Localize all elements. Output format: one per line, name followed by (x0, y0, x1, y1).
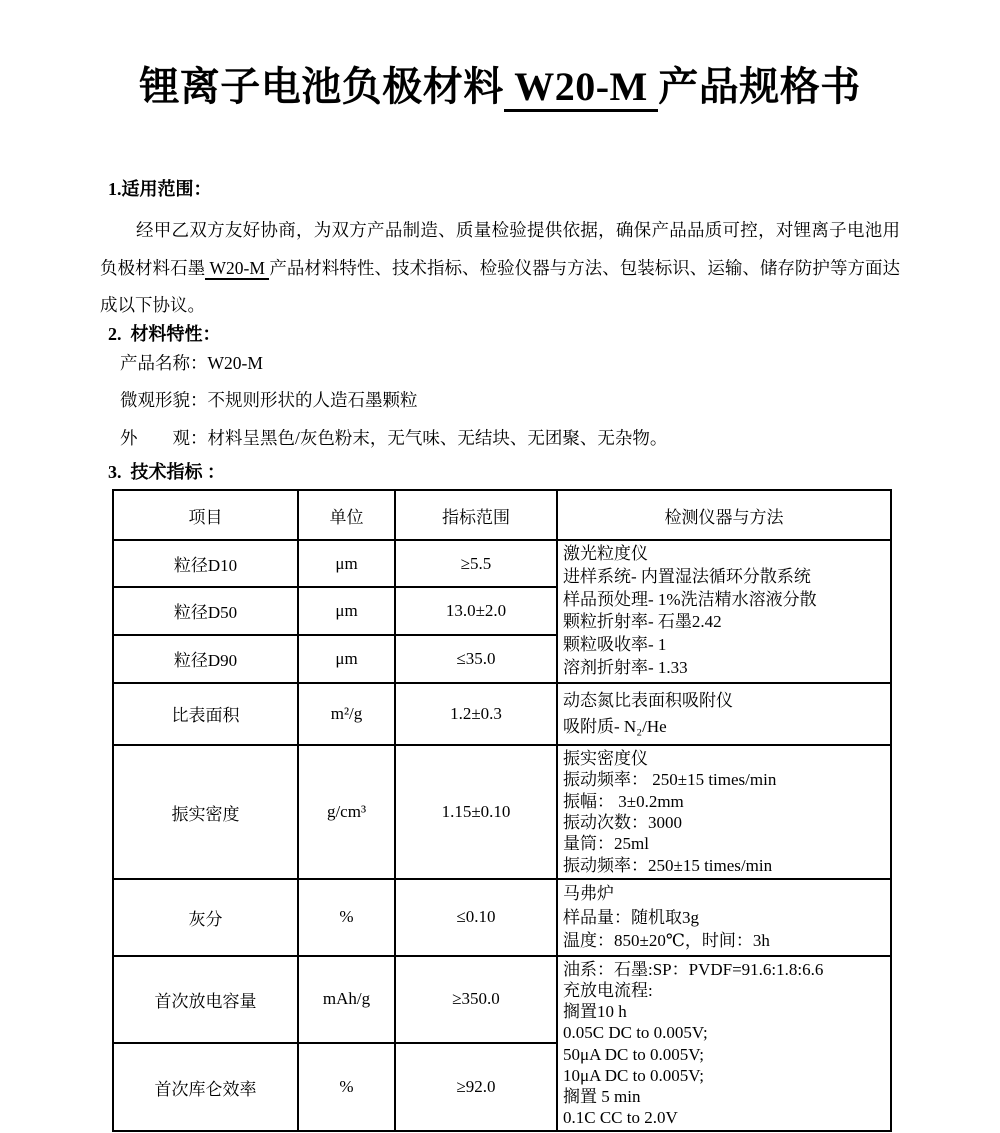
page-title (0, 64, 1000, 110)
method-line: 颗粒折射率- 石墨2.42 (563, 612, 722, 632)
cell-method-electrochemistry (557, 956, 891, 1132)
spec-table (112, 489, 892, 1132)
method-line: 振动次数：3000 (563, 813, 682, 832)
cell-unit: % (298, 879, 395, 956)
material-item-appearance (120, 420, 1000, 458)
section-scope-heading: 1.适用范围： (108, 179, 212, 199)
cell-method-tap-density (557, 745, 891, 879)
method-line: 0.1C CC to 2.0V (563, 1108, 678, 1128)
method-line: 油系：石墨:SP：PVDF=91.6:1.8:6.6 (563, 959, 824, 979)
material-properties-list (120, 345, 1000, 458)
cell-method-ash (557, 879, 891, 956)
cell-item: 粒径D90 (113, 635, 298, 683)
header-range: 指标范围 (395, 490, 557, 540)
method-line: 样品预处理- 1%洗洁精水溶液分散 (563, 589, 817, 609)
scope-text-after: 产品材料特性、技术指标、检验仪器与方法、包装标识、运输、储存防护等方面达成以下协议。 (100, 257, 901, 315)
method-line: 振动频率：250±15 times/min (563, 855, 773, 875)
cell-range: ≥5.5 (395, 540, 557, 587)
section-specs-heading: 3. 技术指标 ： (108, 462, 225, 482)
method-line: 激光粒度仪 (563, 544, 648, 563)
method-line: 马弗炉 (563, 884, 614, 904)
table-header-row (113, 490, 891, 540)
table-row-ash (113, 879, 891, 956)
method-line: 振幅： 3±0.2mm (563, 791, 684, 811)
section-material-heading: 2. 材料特性： (108, 323, 221, 344)
material-value: 材料呈黑色/灰色粉末，无气味、无结块、无团聚、无杂物。 (207, 427, 668, 448)
cell-unit: μm (298, 587, 395, 634)
material-value: W20-M (207, 352, 263, 373)
cell-unit: % (298, 1043, 395, 1131)
method-line: 振实密度仪 (563, 748, 648, 768)
cell-range: ≥350.0 (395, 956, 557, 1043)
method-line: 振动频率： 250±15 times/min (563, 770, 777, 790)
cell-range: ≥92.0 (395, 1043, 557, 1131)
material-value: 不规则形状的人造石墨颗粒 (207, 390, 418, 410)
method-line: 0.05C DC to 0.005V; (563, 1023, 708, 1043)
method-line: 10μA DC to 0.005V; (563, 1065, 705, 1085)
cell-item: 比表面积 (113, 683, 298, 745)
method-line: 动态氮比表面积吸附仪 (563, 690, 733, 710)
title-suffix: 产品规格书 (658, 64, 861, 109)
cell-item: 首次放电容量 (113, 956, 298, 1043)
material-label: 外 观： (120, 427, 208, 448)
material-item-product-name (120, 345, 1000, 383)
method-line: 溶剂折射率- 1.33 (563, 657, 688, 677)
cell-range: 1.15±0.10 (395, 745, 557, 879)
cell-item: 振实密度 (113, 745, 298, 879)
cell-method-particle-size (557, 540, 891, 683)
cell-item: 粒径D10 (113, 540, 298, 587)
cell-unit: m²/g (298, 683, 395, 745)
cell-range: ≤0.10 (395, 879, 557, 956)
cell-method-surface-area (557, 683, 891, 745)
scope-model-underlined: W20-M (205, 257, 270, 278)
title-prefix: 锂离子电池负极材料 (139, 64, 504, 109)
method-line: 进样系统- 内置湿法循环分散系统 (563, 566, 811, 586)
cell-unit: μm (298, 635, 395, 683)
method-line: 样品量：随机取3g (563, 907, 699, 927)
cell-range: 13.0±2.0 (395, 587, 557, 634)
material-label: 产品名称： (120, 352, 208, 373)
cell-unit: mAh/g (298, 956, 395, 1043)
method-line: 吸附质- N₂/He (563, 716, 667, 736)
header-unit: 单位 (298, 490, 395, 540)
method-line: 温度：850±20℃，时间：3h (563, 931, 770, 951)
table-row-discharge-capacity (113, 956, 891, 1043)
method-line: 50μA DC to 0.005V; (563, 1044, 705, 1064)
header-item: 项目 (113, 490, 298, 540)
material-item-morphology (120, 382, 1000, 420)
method-line: 量筒：25ml (563, 834, 649, 854)
cell-item: 灰分 (113, 879, 298, 956)
cell-item: 首次库仑效率 (113, 1043, 298, 1131)
cell-range: ≤35.0 (395, 635, 557, 683)
cell-item: 粒径D50 (113, 587, 298, 634)
cell-unit: μm (298, 540, 395, 587)
table-row-tap-density (113, 745, 891, 879)
header-method: 检测仪器与方法 (557, 490, 891, 540)
method-line: 搁置 5 min (563, 1086, 641, 1106)
title-model-underlined: W20-M (504, 64, 659, 112)
scope-paragraph (100, 212, 900, 325)
table-row-d10 (113, 540, 891, 587)
table-row-surface-area (113, 683, 891, 745)
method-line: 颗粒吸收率- 1 (563, 635, 667, 655)
cell-unit: g/cm³ (298, 745, 395, 879)
method-line: 搁置10 h (563, 1002, 627, 1022)
scope-text-before: 经甲乙双方友好协商，为双方产品制造、质量检验提供依据，确保产品品质可控，对锂离子电池用负极材料石墨 (100, 220, 900, 278)
material-label: 微观形貌： (120, 390, 208, 410)
method-line: 充放电流程: (563, 980, 653, 1000)
cell-range: 1.2±0.3 (395, 683, 557, 745)
